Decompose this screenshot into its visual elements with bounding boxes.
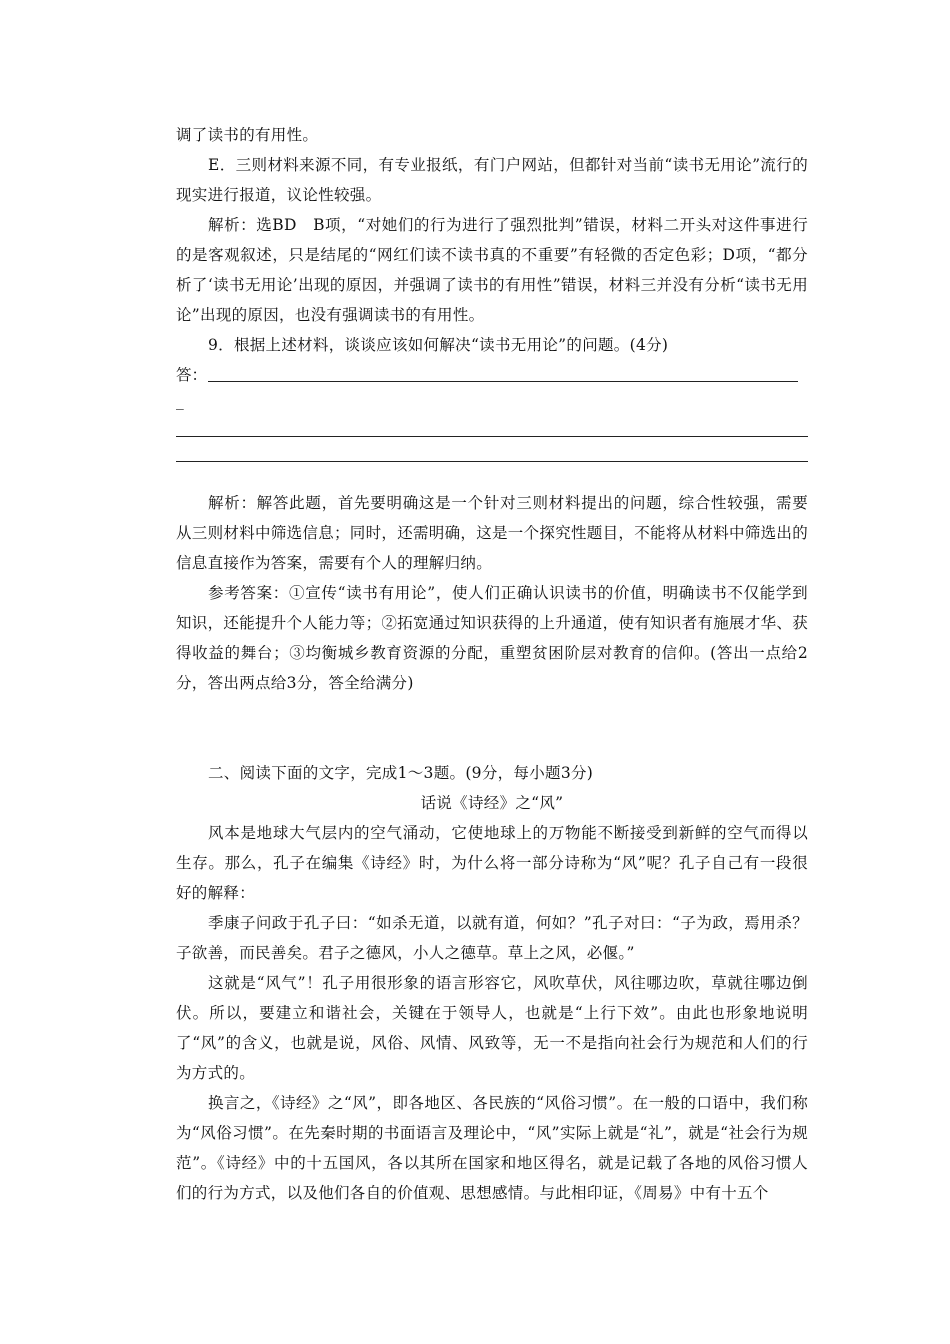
spacer bbox=[176, 462, 808, 488]
reference-answer-paragraph: 参考答案：①宣传“读书有用论”，使人们正确认识读书的价值，明确读书不仅能学到知识，还能提升个人能力等；②拓宽通过知识获得的上升通道，使有知识者有施展才华、获得收益的舞台；③均衡城乡教育资源的分配，重塑贫困阶层对教育的信仰。(答出一点给2分，答出两点给3分，答全给满分) bbox=[176, 584, 809, 692]
answer-label: 答： bbox=[176, 366, 208, 384]
answer-underscore: _ bbox=[176, 392, 184, 410]
paragraph-continuation: 调了读书的有用性。 bbox=[176, 126, 319, 144]
answer-blank-line-3[interactable] bbox=[176, 437, 808, 462]
spacer bbox=[176, 698, 808, 758]
analysis-paragraph-q8: 解析：选BD B项，“对她们的行为进行了强烈批判”错误，材料二开头对这件事进行的是客观叙述，只是结尾的“网红们读不读书真的不重要”有轻微的否定色彩；D项，“都分析了‘读书无用论’出现的原因，并强调了读书的有用性”错误，材料三并没有分析“读书无用论”出现的原因，也没有强调读书的有用性。 bbox=[176, 216, 808, 324]
article-paragraph-4: 换言之，《诗经》之“风”，即各地区、各民族的“风俗习惯”。在一般的口语中，我们称为“风俗习惯”。在先秦时期的书面语言及理论中，“风”实际上就是“礼”，就是“社会行为规范”。《诗经》中的十五国风，各以其所在国家和地区得名，就是记载了各地的风俗习惯人们的行为方式，以及他们各自的价值观、思想感情。与此相印证，《周易》中有十五个 bbox=[176, 1094, 808, 1202]
article-paragraph-1: 风本是地球大气层内的空气涌动，它使地球上的万物能不断接受到新鲜的空气而得以生存。那么，孔子在编集《诗经》时，为什么将一部分诗称为“风”呢？孔子自己有一段很好的解释： bbox=[176, 824, 808, 902]
article-title: 话说《诗经》之“风” bbox=[420, 794, 564, 812]
answer-blank-line-2[interactable] bbox=[176, 412, 808, 437]
document-body bbox=[176, 120, 808, 1208]
section-2-heading: 二、阅读下面的文字，完成1～3题。(9分，每小题3分) bbox=[208, 764, 594, 782]
question-9: 9．根据上述材料，谈谈应该如何解决“读书无用论”的问题。(4分) bbox=[208, 336, 669, 354]
answer-row bbox=[176, 360, 808, 390]
article-paragraph-3: 这就是“风气”！孔子用很形象的语言形容它，风吹草伏，风往哪边吹，草就往哪边倒伏。所以，要建立和谐社会，关键在于领导人，也就是“上行下效”。由此也形象地说明了“风”的含义，也就是说，风俗、风情、风致等，无一不是指向社会行为规范和人们的行为方式的。 bbox=[176, 974, 808, 1082]
option-e-paragraph: E．三则材料来源不同，有专业报纸，有门户网站，但都针对当前“读书无用论”流行的现实进行报道，议论性较强。 bbox=[176, 156, 808, 204]
analysis-paragraph-q9: 解析：解答此题，首先要明确这是一个针对三则材料提出的问题，综合性较强，需要从三则材料中筛选信息；同时，还需明确，这是一个探究性题目，不能将从材料中筛选出的信息直接作为答案，需要有个人的理解归纳。 bbox=[176, 494, 809, 572]
answer-blank-line-1[interactable] bbox=[208, 381, 798, 382]
article-paragraph-2: 季康子问政于孔子曰：“如杀无道，以就有道，何如？”孔子对曰：“子为政，焉用杀？子欲善，而民善矣。君子之德风，小人之德草。草上之风，必偃。” bbox=[176, 914, 808, 962]
